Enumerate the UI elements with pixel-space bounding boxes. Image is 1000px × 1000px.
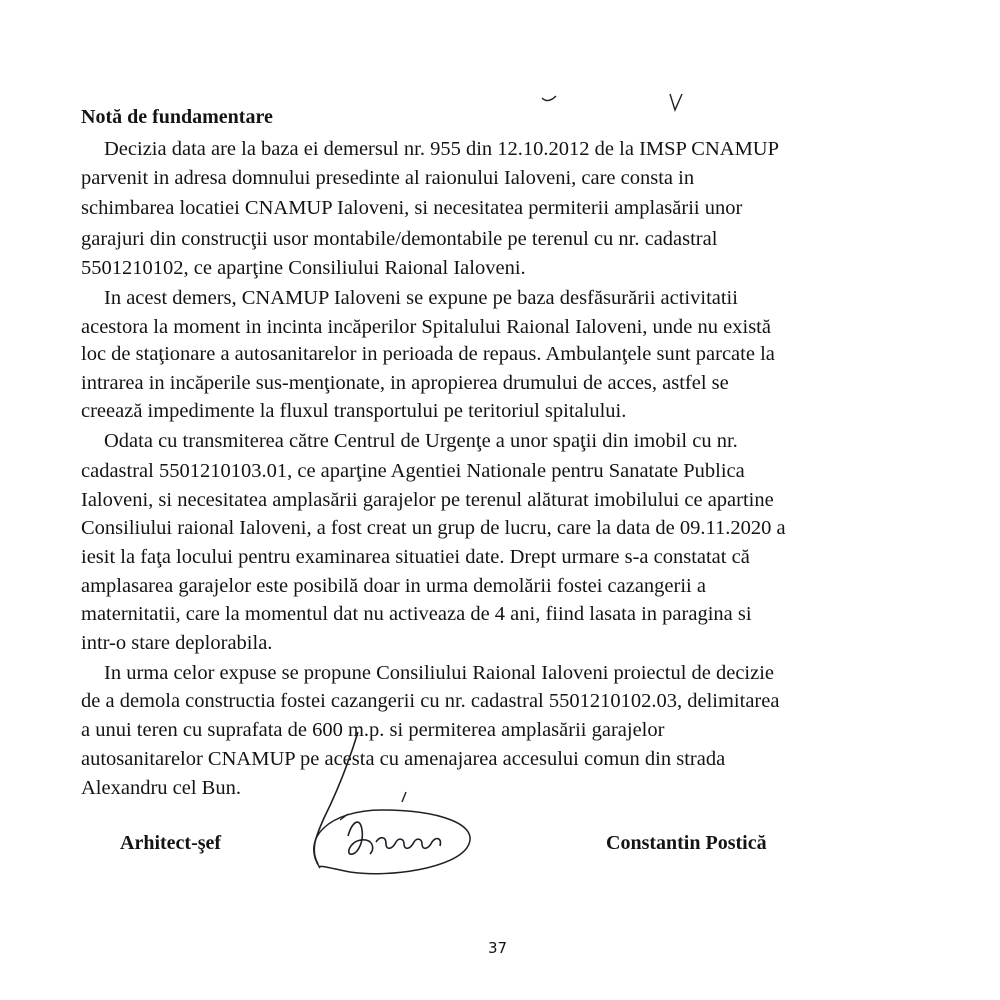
body-line: iesit la faţa locului pentru examinarea situatiei date. Drept urmare s-a constatat că [81,546,750,568]
signature-name: Constantin Postică [606,832,767,854]
body-line: de a demola constructia fostei cazangerii cu nr. cadastral 5501210102.03, delimitarea [81,690,780,712]
body-line: intrarea in incăperile sus-menţionate, in apropierea drumului de acces, astfel se [81,372,729,394]
body-line: In urma celor expuse se propune Consiliului Raional Ialoveni proiectul de decizie [104,662,775,684]
body-line: Odata cu transmiterea către Centrul de Urgenţe a unor spaţii din imobil cu nr. [104,430,738,452]
body-line: In acest demers, CNAMUP Ialoveni se expune pe baza desfăsurării activitatii [104,287,738,309]
body-line: Decizia data are la baza ei demersul nr. 955 din 12.10.2012 de la IMSP CNAMUP [104,138,780,160]
body-line: 5501210102, ce aparţine Consiliului Raional Ialoveni. [81,257,526,279]
body-line: parvenit in adresa domnului presedinte al raionului Ialoveni, care consta in [81,167,695,189]
signature-role: Arhitect-şef [120,832,222,854]
body-line: creează impedimente la fluxul transportului pe teritoriul spitalului. [81,400,627,422]
body-line: cadastral 5501210103.01, ce aparţine Agentiei Nationale pentru Sanatate Publica [81,460,745,482]
body-line: garajuri din construcţii usor montabile/demontabile pe terenul cu nr. cadastral [81,228,718,250]
pen-mark-top [538,88,688,118]
body-line: maternitatii, care la momentul dat nu activeaza de 4 ani, fiind lasata in paragina si [81,603,752,625]
document-title: Notă de fundamentare [81,106,273,128]
body-line: loc de staţionare a autosanitarelor in perioada de repaus. Ambulanţele sunt parcate la [81,343,775,365]
body-line: a unui teren cu suprafata de 600 m.p. si permiterea amplasării garajelor [81,719,665,741]
body-line: Ialoveni, si necesitatea amplasării garajelor pe terenul alăturat imobilului ce apartine [81,489,774,511]
body-line: intr-o stare deplorabila. [81,632,273,654]
body-line: acestora la moment in incinta incăperilor Spitalului Raional Ialoveni, unde nu există [81,316,771,338]
body-line: autosanitarelor CNAMUP pe acesta cu amenajarea accesului comun din strada [81,748,726,770]
body-line: schimbarea locatiei CNAMUP Ialoveni, si necesitatea permiterii amplasării unor [81,197,743,219]
handwritten-signature [290,718,530,898]
body-line: amplasarea garajelor este posibilă doar in urma demolării fostei cazangerii a [81,575,706,597]
page-number: 37 [488,939,508,957]
body-line: Consiliului raional Ialoveni, a fost creat un grup de lucru, care la data de 09.11.2020 a [81,517,786,539]
body-line: Alexandru cel Bun. [81,777,241,799]
